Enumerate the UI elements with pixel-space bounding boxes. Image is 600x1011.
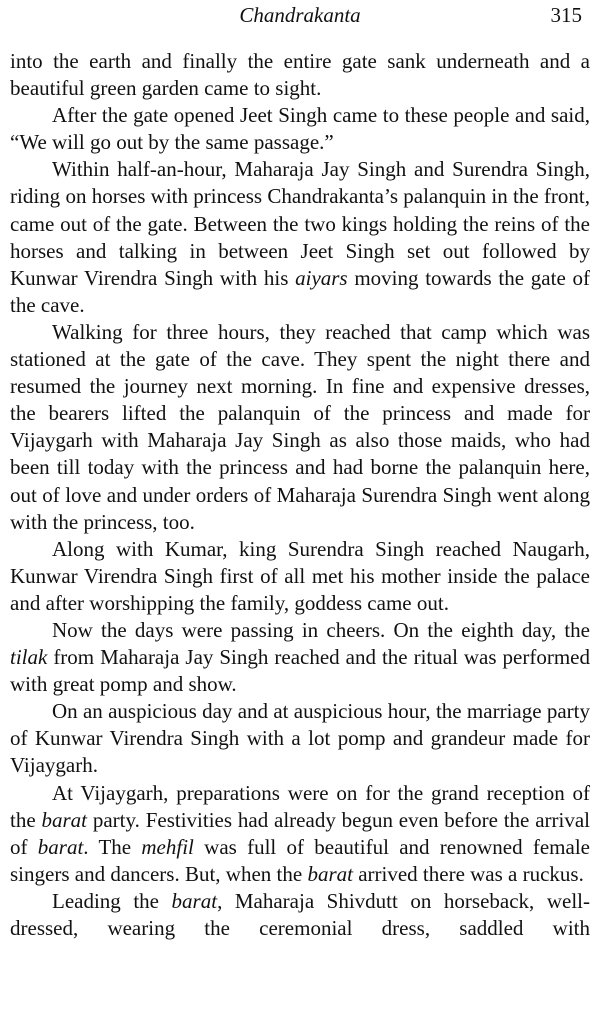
italic-term: tilak — [10, 645, 48, 670]
text-run: After the gate opened Jeet Singh came to these people and said, “We will go out by the same passage.” — [10, 103, 590, 155]
italic-term: aiyars — [295, 265, 348, 290]
text-run: . The — [83, 834, 142, 859]
text-run: party. Festivities had already begun even before the arrival of — [10, 807, 591, 859]
italic-term: barat — [171, 888, 218, 913]
text-run: At Vijaygarh, preparations were on for the grand reception of the — [10, 780, 590, 832]
paragraph — [10, 888, 590, 942]
italic-term: barat — [41, 807, 88, 832]
paragraph — [10, 536, 590, 617]
running-title: Chandrakanta — [239, 3, 361, 27]
page-number: 315 — [550, 3, 582, 27]
text-run: Leading the — [52, 888, 172, 913]
paragraph — [10, 48, 590, 102]
paragraph — [10, 617, 590, 698]
text-run: moving towards the gate of the cave. — [10, 265, 590, 317]
paragraph — [10, 698, 590, 779]
paragraph — [10, 156, 590, 319]
paragraph — [10, 102, 590, 156]
text-run: was full of beautiful and renowned female singers and dancers. But, when the — [10, 834, 590, 886]
text-run: Walking for three hours, they reached that camp which was stationed at the gate of the cave. They spent the night there and resumed the journey next morning. In fine and expensive dresses, the bearers lifted the palanquin of the princess and made for Vijaygarh with Maharaja Jay Singh as also those maids, who had been till today with the princess and had borne the palanquin here, out of love and under orders of Maharaja Surendra Singh went along with the princess, too. — [10, 319, 590, 534]
paragraph — [10, 780, 590, 888]
body-text — [10, 48, 590, 942]
running-header — [10, 0, 590, 34]
italic-term: mehfil — [141, 834, 194, 859]
text-run: arrived there was a ruckus. — [352, 861, 584, 886]
paragraph — [10, 319, 590, 536]
text-run: Now the days were passing in cheers. On the eighth day, the — [52, 617, 590, 642]
text-run: Along with Kumar, king Surendra Singh reached Naugarh, Kunwar Virendra Singh first of all met his mother inside the palace and after worshipping the family, goddess came out. — [10, 536, 590, 615]
text-run: from Maharaja Jay Singh reached and the ritual was performed with great pomp and show. — [10, 645, 590, 697]
text-run: Within half-an-hour, Maharaja Jay Singh and Surendra Singh, riding on horses with princess Chandrakanta’s palanquin in the front, came out of the gate. Between the two kings holding the reins of the horses and talking in between Jeet Singh set out followed by Kunwar Virendra Singh with his — [10, 157, 590, 290]
text-run: , Maharaja Shivdutt on horseback, well-dressed, wearing the ceremonial dress, saddled with — [10, 888, 590, 940]
italic-term: barat — [307, 861, 353, 886]
italic-term: barat — [37, 834, 84, 859]
text-run: On an auspicious day and at auspicious hour, the marriage party of Kunwar Virendra Singh with a lot pomp and grandeur made for Vijaygarh. — [10, 699, 590, 778]
text-run: into the earth and finally the entire gate sank underneath and a beautiful green garden came to sight. — [10, 49, 590, 101]
